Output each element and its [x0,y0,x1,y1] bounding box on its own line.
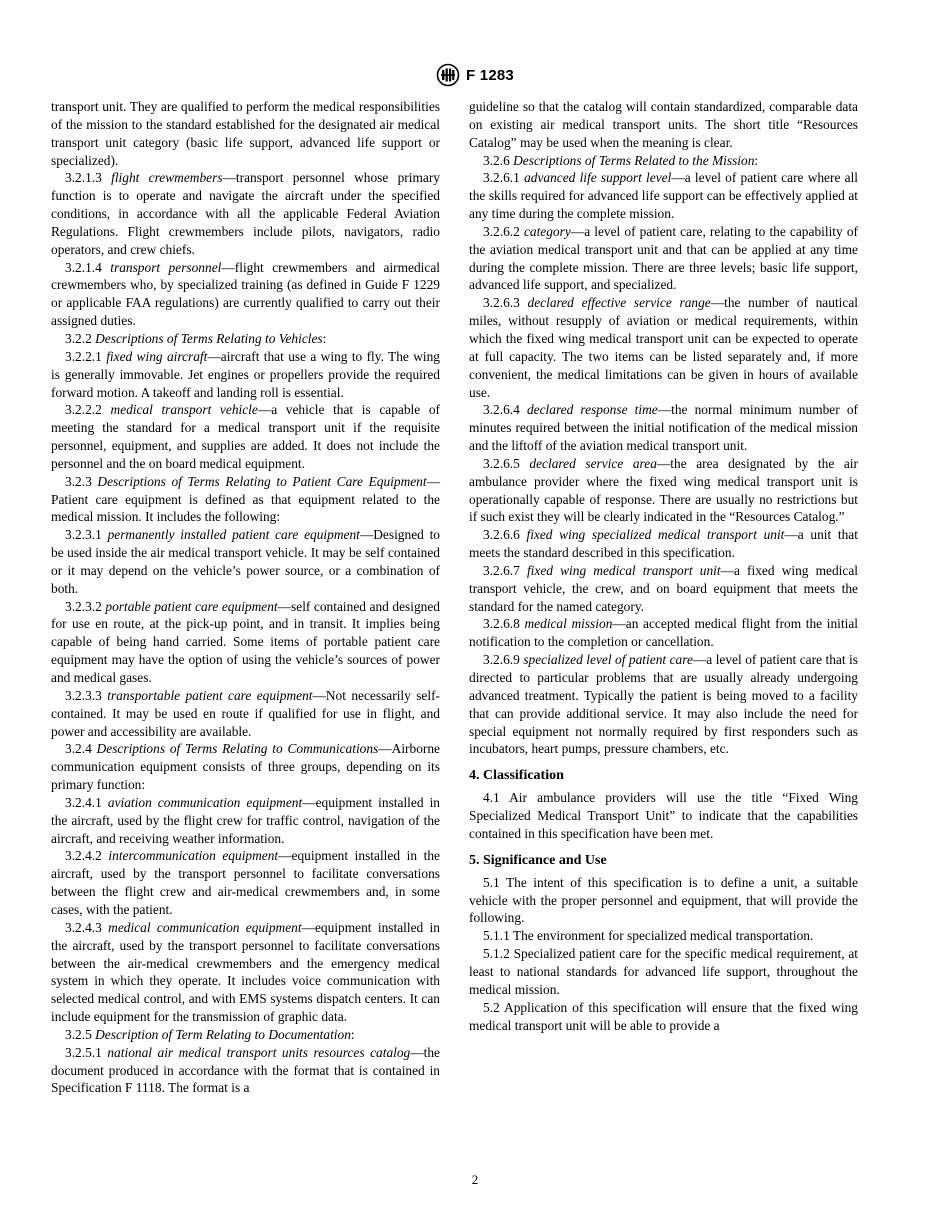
subheading-3-2-6: 3.2.6 Descriptions of Terms Related to the Mission: [483,152,759,168]
definition-3-2-5-1: 3.2.5.1 national air medical transport units resources catalog—the document produced in accordance with the format that is contained in Specification F 1118. The format is a [51,1044,440,1096]
paragraph: guideline so that the catalog will contain standardized, comparable data on existing air medical transport units. The short title “Resources Catalog” may be used when the meaning is clear. [469,99,858,150]
section-heading-significance: 5. Significance and Use [469,852,607,868]
definition-3-2-1-3: 3.2.1.3 flight crewmembers—transport personnel whose primary function is to operate and navigate the aircraft under the specified conditions, in accordance with all the applicable Federal Aviation Regulations. Flight crewmembers include pilots, navigators, radio operators, and crew chiefs. [51,170,440,257]
paragraph-5-2: 5.2 Application of this specification will ensure that the fixed wing medical transport unit will be able to provide a [469,999,858,1033]
paragraph-5-1-2: 5.1.2 Specialized patient care for the specific medical requirement, at least to national standards for advanced life support, throughout the medical mission. [469,946,858,997]
page-number: 2 [471,1172,479,1187]
definition-3-2-6-8: 3.2.6.8 medical mission—an accepted medical flight from the initial notification to the completion or cancellation. [469,616,858,650]
subheading-3-2-2: 3.2.2 Descriptions of Terms Relating to Vehicles: [65,330,327,346]
subheading-3-2-5: 3.2.5 Description of Term Relating to Documentation: [65,1026,355,1042]
section-heading-classification: 4. Classification [469,768,564,784]
standard-designation: F 1283 [466,66,514,84]
definition-3-2-3-3: 3.2.3.3 transportable patient care equipment—Not necessarily self-contained. It may be used en route if qualified for use in flight, and power and accessibility are available. [51,687,440,739]
definition-3-2-2-2: 3.2.2.2 medical transport vehicle—a vehicle that is capable of meeting the standard for a medical transport unit if the requisite personnel, equipment, and supplies are added. It does not include the personnel and the on board medical equipment. [51,402,440,471]
definition-3-2-6-3: 3.2.6.3 declared effective service range—the number of nautical miles, without resupply of aviation or medical requirements, within which the fixed wing medical transport unit can be expected to operate at full capacity. The two items can be listed separately and, if more convenient, the medical limitations can be given in hours of available use. [469,295,858,400]
definition-3-2-3-1: 3.2.3.1 permanently installed patient care equipment—Designed to be used inside the air medical transport vehicle. It may be self contained or it may depend on the vehicle’s power source, or a combination of both. [51,527,440,596]
paragraph-5-1: 5.1 The intent of this specification is to define a unit, a suitable vehicle with the proper personnel and equipment, that will provide the following. [469,874,858,926]
definition-3-2-3-2: 3.2.3.2 portable patient care equipment—self contained and designed for use en route, at the pick-up point, and in transit. It implies being capable of being hand carried. Some items of portable patient care equipment may have the option of using the vehicle’s sources of power and medical gases. [51,598,440,685]
definition-3-2-2-1: 3.2.2.1 fixed wing aircraft—aircraft that use a wing to fly. The wing is generally immovable. Jet engines or propellers provide the required forward motion. A takeoff and landing roll is essential. [51,348,440,400]
definition-3-2-6-1: 3.2.6.1 advanced life support level—a level of patient care where all the skills required for advanced life support can be effectively applied at any time during the complete mission. [469,170,859,222]
astm-logo-icon [436,63,460,87]
right-column [469,98,858,1034]
left-column [51,98,440,1097]
definition-3-2-6-2: 3.2.6.2 category—a level of patient care, relating to the capability of the aviation medical transport unit and that can be applied at any time during the complete mission. There are three levels; basic life support, advanced life support, and specialized. [469,223,858,293]
subheading-3-2-3: 3.2.3 Descriptions of Terms Relating to Patient Care Equipment—Patient care equipment is defined as that equipment related to the medical mission. It includes the following: [51,473,440,525]
definition-3-2-6-6: 3.2.6.6 fixed wing specialized medical transport unit—a unit that meets the standard described in this specification. [469,527,858,561]
definition-3-2-6-4: 3.2.6.4 declared response time—the normal minimum number of minutes required between the initial notification of the medical mission and the liftoff of the aviation medical transport unit. [469,402,858,454]
definition-3-2-1-4: 3.2.1.4 transport personnel—flight crewmembers and airmedical crewmembers who, by specialized training (as defined in Guide F 1229 or applicable FAA regulations) are currently qualified to carry out their assigned duties. [51,259,441,329]
paragraph: transport unit. They are qualified to perform the medical responsibilities of the mission to the standard established for the designated air medical transport unit category (basic life support, advanced life support or specialized). [51,99,440,168]
definition-3-2-4-1: 3.2.4.1 aviation communication equipment—equipment installed in the aircraft, used by the flight crew for traffic control, navigation of the aircraft, and receiving weather information. [51,794,440,846]
paragraph-4-1: 4.1 Air ambulance providers will use the title “Fixed Wing Specialized Medical Transport Unit” to indicate that the capabilities contained in this specification have been met. [469,790,858,841]
paragraph-5-1-1: 5.1.1 The environment for specialized medical transportation. [483,928,814,944]
definition-3-2-6-7: 3.2.6.7 fixed wing medical transport unit—a fixed wing medical transport vehicle, the crew, and on board equipment that meets the standard for the named category. [469,562,858,614]
subheading-3-2-4: 3.2.4 Descriptions of Terms Relating to Communications—Airborne communication equipment consists of three groups, depending on its primary function: [51,741,440,793]
definition-3-2-4-2: 3.2.4.2 intercommunication equipment—equipment installed in the aircraft, used by the transport personnel to facilitate conversations between the flight crew and air-medical crewmembers and, in some cases, with the patient. [51,848,440,917]
definition-3-2-6-9: 3.2.6.9 specialized level of patient care—a level of patient care that is directed to particular problems that are usually already undergoing advanced treatment. Typically the patient is being moved to a facility that can provide additional service. It may also include the need for special equipment not normally required by first responders such as incubators, heart pumps, pressure chambers, etc. [469,652,858,757]
page-header [0,62,950,88]
definition-3-2-6-5: 3.2.6.5 declared service area—the area designated by the air ambulance provider where the fixed wing medical transport unit is operationally capable of response. There are usually no restrictions but if such exist they will be clearly indicated in the “Resources Catalog.” [469,455,858,525]
definition-3-2-4-3: 3.2.4.3 medical communication equipment—equipment installed in the aircraft, used by the transport personnel to facilitate conversations between the air-medical crewmembers and the emergency medical system in which they operate. It includes voice communication with selected medical control, and with EMS systems dispatch centers. It can include equipment for the transmission of graphic data. [51,919,440,1025]
